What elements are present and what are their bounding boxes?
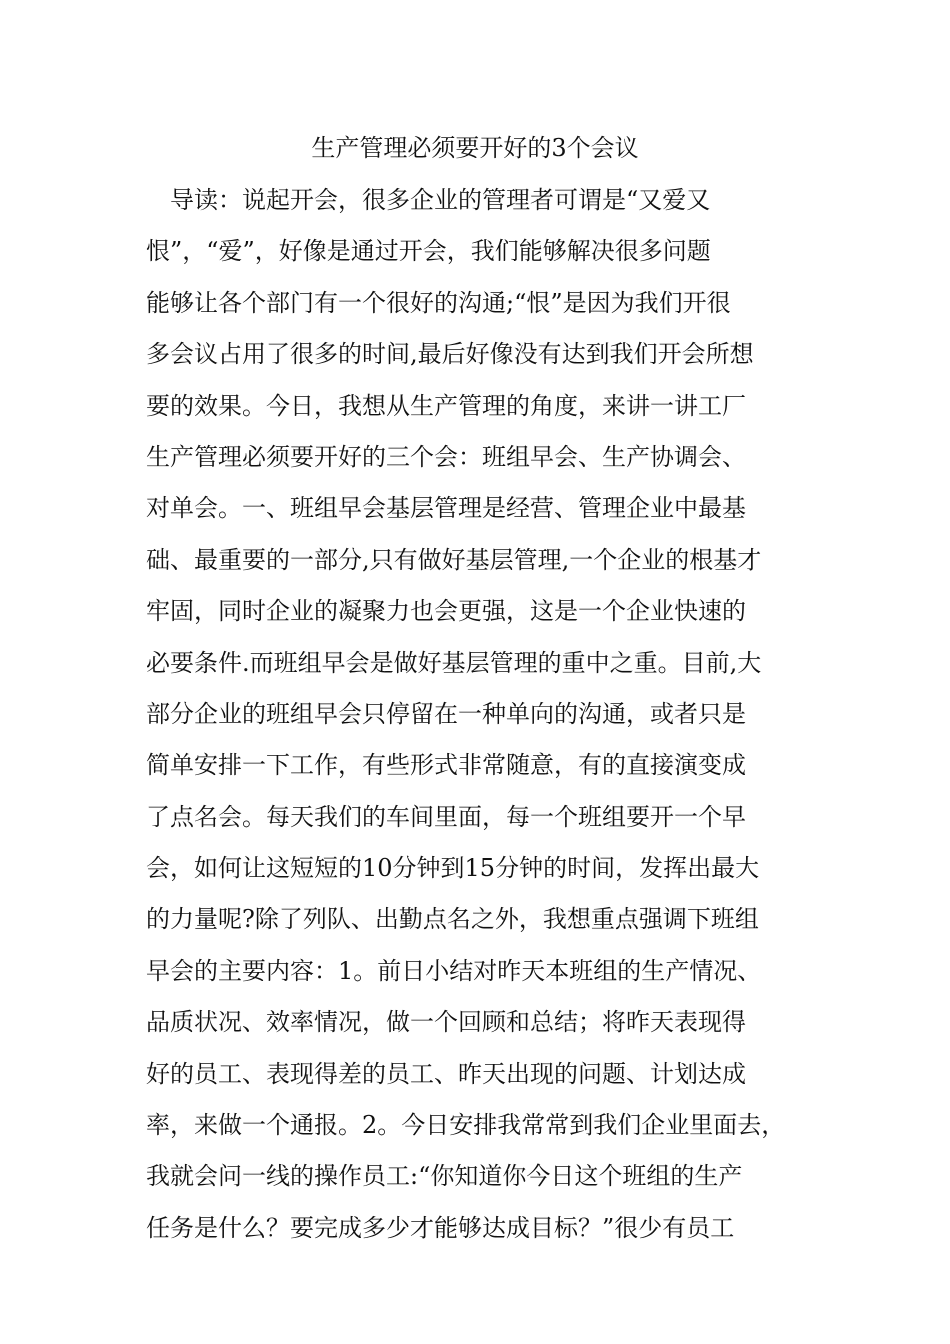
body-line: 我就会问一线的操作员工:“你知道你今日这个班组的生产 [146,1162,743,1191]
body-line: 品质状况、效率情况，做一个回顾和总结；将昨天表现得 [146,1008,746,1037]
body-line: 础、最重要的一部分,只有做好基层管理,一个企业的根基才 [146,545,762,574]
body-line: 部分企业的班组早会只停留在一种单向的沟通，或者只是 [146,699,746,728]
body-line: 牢固，同时企业的凝聚力也会更强，这是一个企业快速的 [146,597,746,626]
body-line: 的力量呢?除了列队、出勤点名之外，我想重点强调下班组 [146,905,759,934]
body-line: 能够让各个部门有一个很好的沟通;“恨”是因为我们开很 [146,288,731,317]
body-line: 简单安排一下工作，有些形式非常随意，有的直接演变成 [146,751,746,780]
document-body [146,178,816,1257]
body-line: 率，来做一个通报。2。今日安排我常常到我们企业里面去， [146,1111,786,1140]
body-line: 必要条件.而班组早会是做好基层管理的重中之重。目前,大 [146,648,762,677]
document-title: 生产管理必须要开好的3个会议 [311,134,639,162]
body-line: 任务是什么？要完成多少才能够达成目标？”很少有员工 [146,1213,735,1242]
body-line: 多会议占用了很多的时间,最后好像没有达到我们开会所想 [146,340,754,369]
body-line: 导读：说起开会，很多企业的管理者可谓是“又爱又 [170,186,711,214]
body-line: 生产管理必须要开好的三个会：班组早会、生产协调会、 [146,442,746,471]
body-line: 要的效果。今日，我想从生产管理的角度，来讲一讲工厂 [146,391,746,420]
body-line: 好的员工、表现得差的员工、昨天出现的问题、计划达成 [146,1059,746,1088]
body-line: 恨”，“爱”，好像是通过开会，我们能够解决很多问题 [146,237,711,266]
body-line: 了点名会。每天我们的车间里面，每一个班组要开一个早 [146,802,746,831]
body-line: 对单会。一、班组早会基层管理是经营、管理企业中最基 [146,494,746,523]
body-line: 早会的主要内容：1。前日小结对昨天本班组的生产情况、 [146,956,762,985]
body-line: 会，如何让这短短的10分钟到15分钟的时间，发挥出最大 [146,854,760,883]
